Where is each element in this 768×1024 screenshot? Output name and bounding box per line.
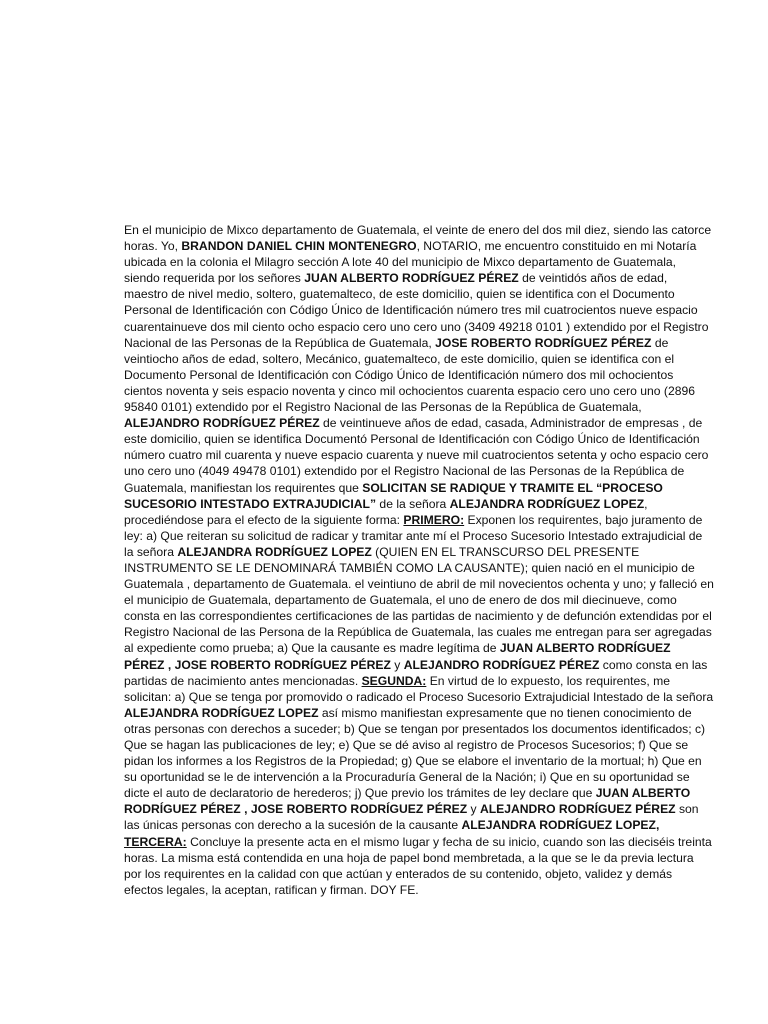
bold-name-text: JUAN ALBERTO RODRÍGUEZ PÉREZ bbox=[304, 271, 519, 286]
body-text: , procediéndose para el efecto de la siguiente forma: bbox=[124, 496, 648, 527]
clause-heading: TERCERA: bbox=[124, 834, 187, 849]
bold-name-text: JUAN ALBERTO RODRÍGUEZ PÉREZ , JOSE ROBERTO RODRÍGUEZ PÉREZ bbox=[124, 786, 691, 817]
bold-name-text: BRANDON DANIEL CHIN MONTENEGRO bbox=[181, 239, 417, 254]
body-text: , NOTARIO, me encuentro constituido en mi Notaría ubicada en la colonia el Milagro sección A lote 40 del municipio de Mixco departamento de Guatemala, siendo requerida por los señores bbox=[124, 239, 697, 286]
bold-name-text: JOSE ROBERTO RODRÍGUEZ PÉREZ bbox=[435, 335, 652, 350]
bold-name-text: ALEJANDRO RODRÍGUEZ PÉREZ bbox=[403, 657, 600, 672]
body-text: de veintiocho años de edad, soltero, Mecánico, guatemalteco, de este domicilio, quien se identifica con el Documento Personal de Identificación con Código Único de Identificación número dos mil ochocientos cientos noventa y seis espacio noventa y cinco mil ochocientos cuarenta espacio cero uno cero uno (2896 95840 0101) extendido por el Registro Nacional de las Personas de la República de Guatemala, bbox=[124, 335, 695, 415]
clause-heading: SEGUNDA: bbox=[361, 673, 427, 688]
body-text: Concluye la presente acta en el mismo lugar y fecha de su inicio, cuando son las dieciséis treinta horas. La misma está contendida en una hoja de papel bond membretada, a la que se le da previa lectura por los requirentes en la calidad con que actúan y enterados de su contenido, objeto, validez y demás efectos legales, la aceptan, ratifican y firman. DOY FE. bbox=[124, 834, 712, 897]
clause-heading: PRIMERO: bbox=[403, 512, 465, 527]
bold-name-text: ALEJANDRO RODRÍGUEZ PÉREZ bbox=[124, 416, 320, 431]
bold-name-text: ALEJANDRA RODRÍGUEZ LOPEZ bbox=[124, 705, 319, 720]
body-text: de veintinueve años de edad, casada, Administrador de empresas , de este domicilio, quien se identifica Documentó Personal de Identificación con Código Único de Identificación número cuatro mil cuarenta y nueve espacio cuarenta y nueve mil cuatrocientos setenta y ocho espacio cero uno cero uno (4049 49478 0101) extendido por el Registro Nacional de las Personas de la República de Guatemala, manifiestan los requirentes que bbox=[124, 416, 709, 495]
bold-name-text: JUAN ALBERTO RODRÍGUEZ PÉREZ , JOSE ROBERTO RODRÍGUEZ PÉREZ bbox=[124, 641, 671, 672]
bold-name-text: ALEJANDRO RODRÍGUEZ PÉREZ bbox=[479, 802, 676, 817]
body-text: En el municipio de Mixco departamento de Guatemala, el veinte de enero del dos mil diez, siendo las catorce horas. Yo, bbox=[124, 223, 712, 254]
body-text: En virtud de lo expuesto, los requirentes, me solicitan: a) Que se tenga por promovido o radicado el Proceso Sucesorio Extrajudicial Intestado de la señora bbox=[124, 673, 714, 704]
bold-name-text: ALEJANDRA RODRÍGUEZ LOPEZ bbox=[449, 496, 645, 511]
body-text: Exponen los requirentes, bajo juramento de ley: a) Que reiteran su solicitud de radicar y tramitar ante mí el Proceso Sucesorio Intestado extrajudicial de la señora bbox=[124, 512, 703, 559]
body-text: de la señora bbox=[376, 496, 450, 511]
body-text: y bbox=[390, 657, 404, 672]
body-text: como consta en las partidas de nacimiento antes mencionadas. bbox=[124, 657, 708, 688]
body-text: (QUIEN EN EL TRANSCURSO DEL PRESENTE INSTRUMENTO SE LE DENOMINARÁ TAMBIÉN COMO LA CAUSANTE); quien nació en el municipio de Guatemala , departamento de Guatemala. el veintiuno de abril de mil novecientos ochenta y uno; y falleció en el municipio de Guatemala, departamento de Guatemala, el uno de enero de dos mil diecinueve, como consta en las correspondientes certificaciones de las partidas de nacimiento y de defunción extendidas por el Registro Nacional de las Persona de la República de Guatemala, las cuales me entregan para ser agregadas al expediente como prueba; a) Que la causante es madre legítima de bbox=[124, 544, 714, 656]
bold-name-text: SOLICITAN SE RADIQUE Y TRAMITE EL “PROCESO SUCESORIO INTESTADO EXTRAJUDICIAL” bbox=[124, 480, 663, 511]
body-text: de veintidós años de edad, maestro de nivel medio, soltero, guatemalteco, de este domicilio, quien se identifica con el Documento Personal de Identificación con Código Único de Identificación número tres mil cuatrocientos nueve espacio cuarentainueve dos mil ciento ocho espacio cero uno cero uno (3409 49218 0101 ) extendido por el Registro Nacional de las Personas de la República de Guatemala, bbox=[124, 271, 709, 350]
body-text: así mismo manifiestan expresamente que no tienen conocimiento de otras personas con derechos a suceder; b) Que se tengan por presentados los documentos identificados; c) Que se hagan las publicaciones de ley; e) Que se dé aviso al registro de Procesos Sucesorios; f) Que se pidan los informes a los Registros de la Propiedad; g) Que se elabore el inventario de la mortual; h) Que en su oportunidad se le de intervención a la Procuraduría General de la Nación; i) Que en su oportunidad se dicte el auto de declaratorio de herederos; j) Que previo los trámites de ley declare que bbox=[124, 705, 706, 801]
body-text: son las únicas personas con derecho a la sucesión de la causante bbox=[124, 802, 699, 833]
bold-name-text: ALEJANDRA RODRÍGUEZ LOPEZ, bbox=[461, 818, 660, 833]
bold-name-text: ALEJANDRA RODRÍGUEZ LOPEZ bbox=[177, 544, 372, 559]
notarial-act-text bbox=[124, 222, 714, 898]
body-text: y bbox=[467, 802, 480, 817]
